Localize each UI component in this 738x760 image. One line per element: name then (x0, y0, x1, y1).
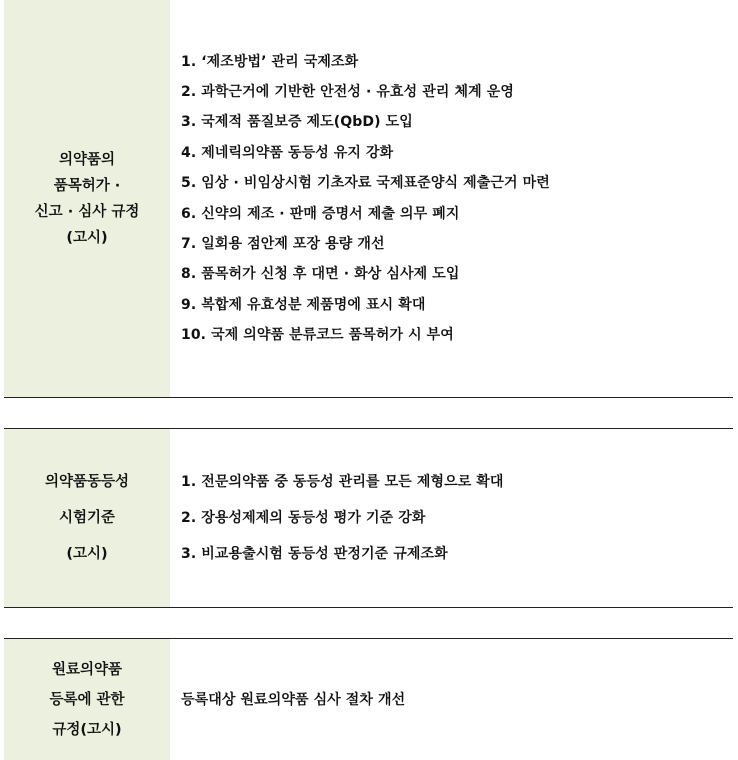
section-1-item: 8. 품목허가 신청 후 대면 · 화상 심사제 도입 (181, 266, 460, 283)
regulation-section-1 (4, 0, 733, 398)
section-1-item: 7. 일회용 점안제 포장 용량 개선 (181, 235, 385, 252)
section-2-label-line: 시험기준 (58, 510, 115, 526)
section-1-label-cell (4, 0, 170, 397)
section-3-item: 등록대상 원료의약품 심사 절차 개선 (181, 691, 406, 708)
section-3-label-line: 원료의약품 (51, 661, 123, 678)
section-1-items (170, 0, 733, 397)
section-1-label (35, 147, 140, 251)
section-3-items (170, 639, 733, 760)
section-1-label-line: (고시) (66, 229, 108, 246)
section-1-item: 6. 신약의 제조 · 판매 증명서 제출 의무 폐지 (181, 205, 460, 222)
section-1-label-line: 의약품의 (58, 151, 115, 168)
section-2-item: 3. 비교용출시험 동등성 판정기준 규제조화 (181, 546, 448, 562)
section-2-label (45, 464, 129, 572)
section-2-label-cell (4, 429, 170, 607)
section-2-label-line: (고시) (66, 546, 108, 562)
section-2-items (170, 429, 733, 607)
section-1-item: 2. 과학근거에 기반한 안전성 · 유효성 관리 체계 운영 (181, 83, 514, 100)
section-1-item: 9. 복합제 유효성분 제품명에 표시 확대 (181, 296, 426, 313)
section-1-item: 1. ‘제조방법’ 관리 국제조화 (181, 53, 359, 70)
section-1-item: 5. 임상 · 비임상시험 기초자료 국제표준양식 제출근거 마련 (181, 175, 550, 192)
section-1-label-line: 신고 · 심사 규정 (34, 203, 140, 220)
section-3-label-cell (4, 639, 170, 760)
section-2-item: 1. 전문의약품 중 동등성 관리를 모든 제형으로 확대 (181, 474, 504, 490)
regulation-section-2 (4, 428, 733, 608)
section-1-item: 10. 국제 의약품 분류코드 품목허가 시 부여 (181, 327, 454, 344)
section-2-label-line: 의약품동등성 (44, 474, 130, 490)
section-3-label (49, 655, 124, 745)
section-3-label-line: 등록에 관한 (49, 691, 125, 708)
section-2-item: 2. 장용성제제의 동등성 평가 기준 강화 (181, 510, 426, 526)
section-3-label-line: 규정(고시) (52, 721, 122, 738)
section-1-item: 3. 국제적 품질보증 제도(QbD) 도입 (181, 114, 413, 131)
section-1-label-line: 품목허가 · (53, 177, 121, 194)
section-1-item: 4. 제네릭의약품 동등성 유지 강화 (181, 144, 394, 161)
regulation-section-3 (4, 638, 733, 760)
